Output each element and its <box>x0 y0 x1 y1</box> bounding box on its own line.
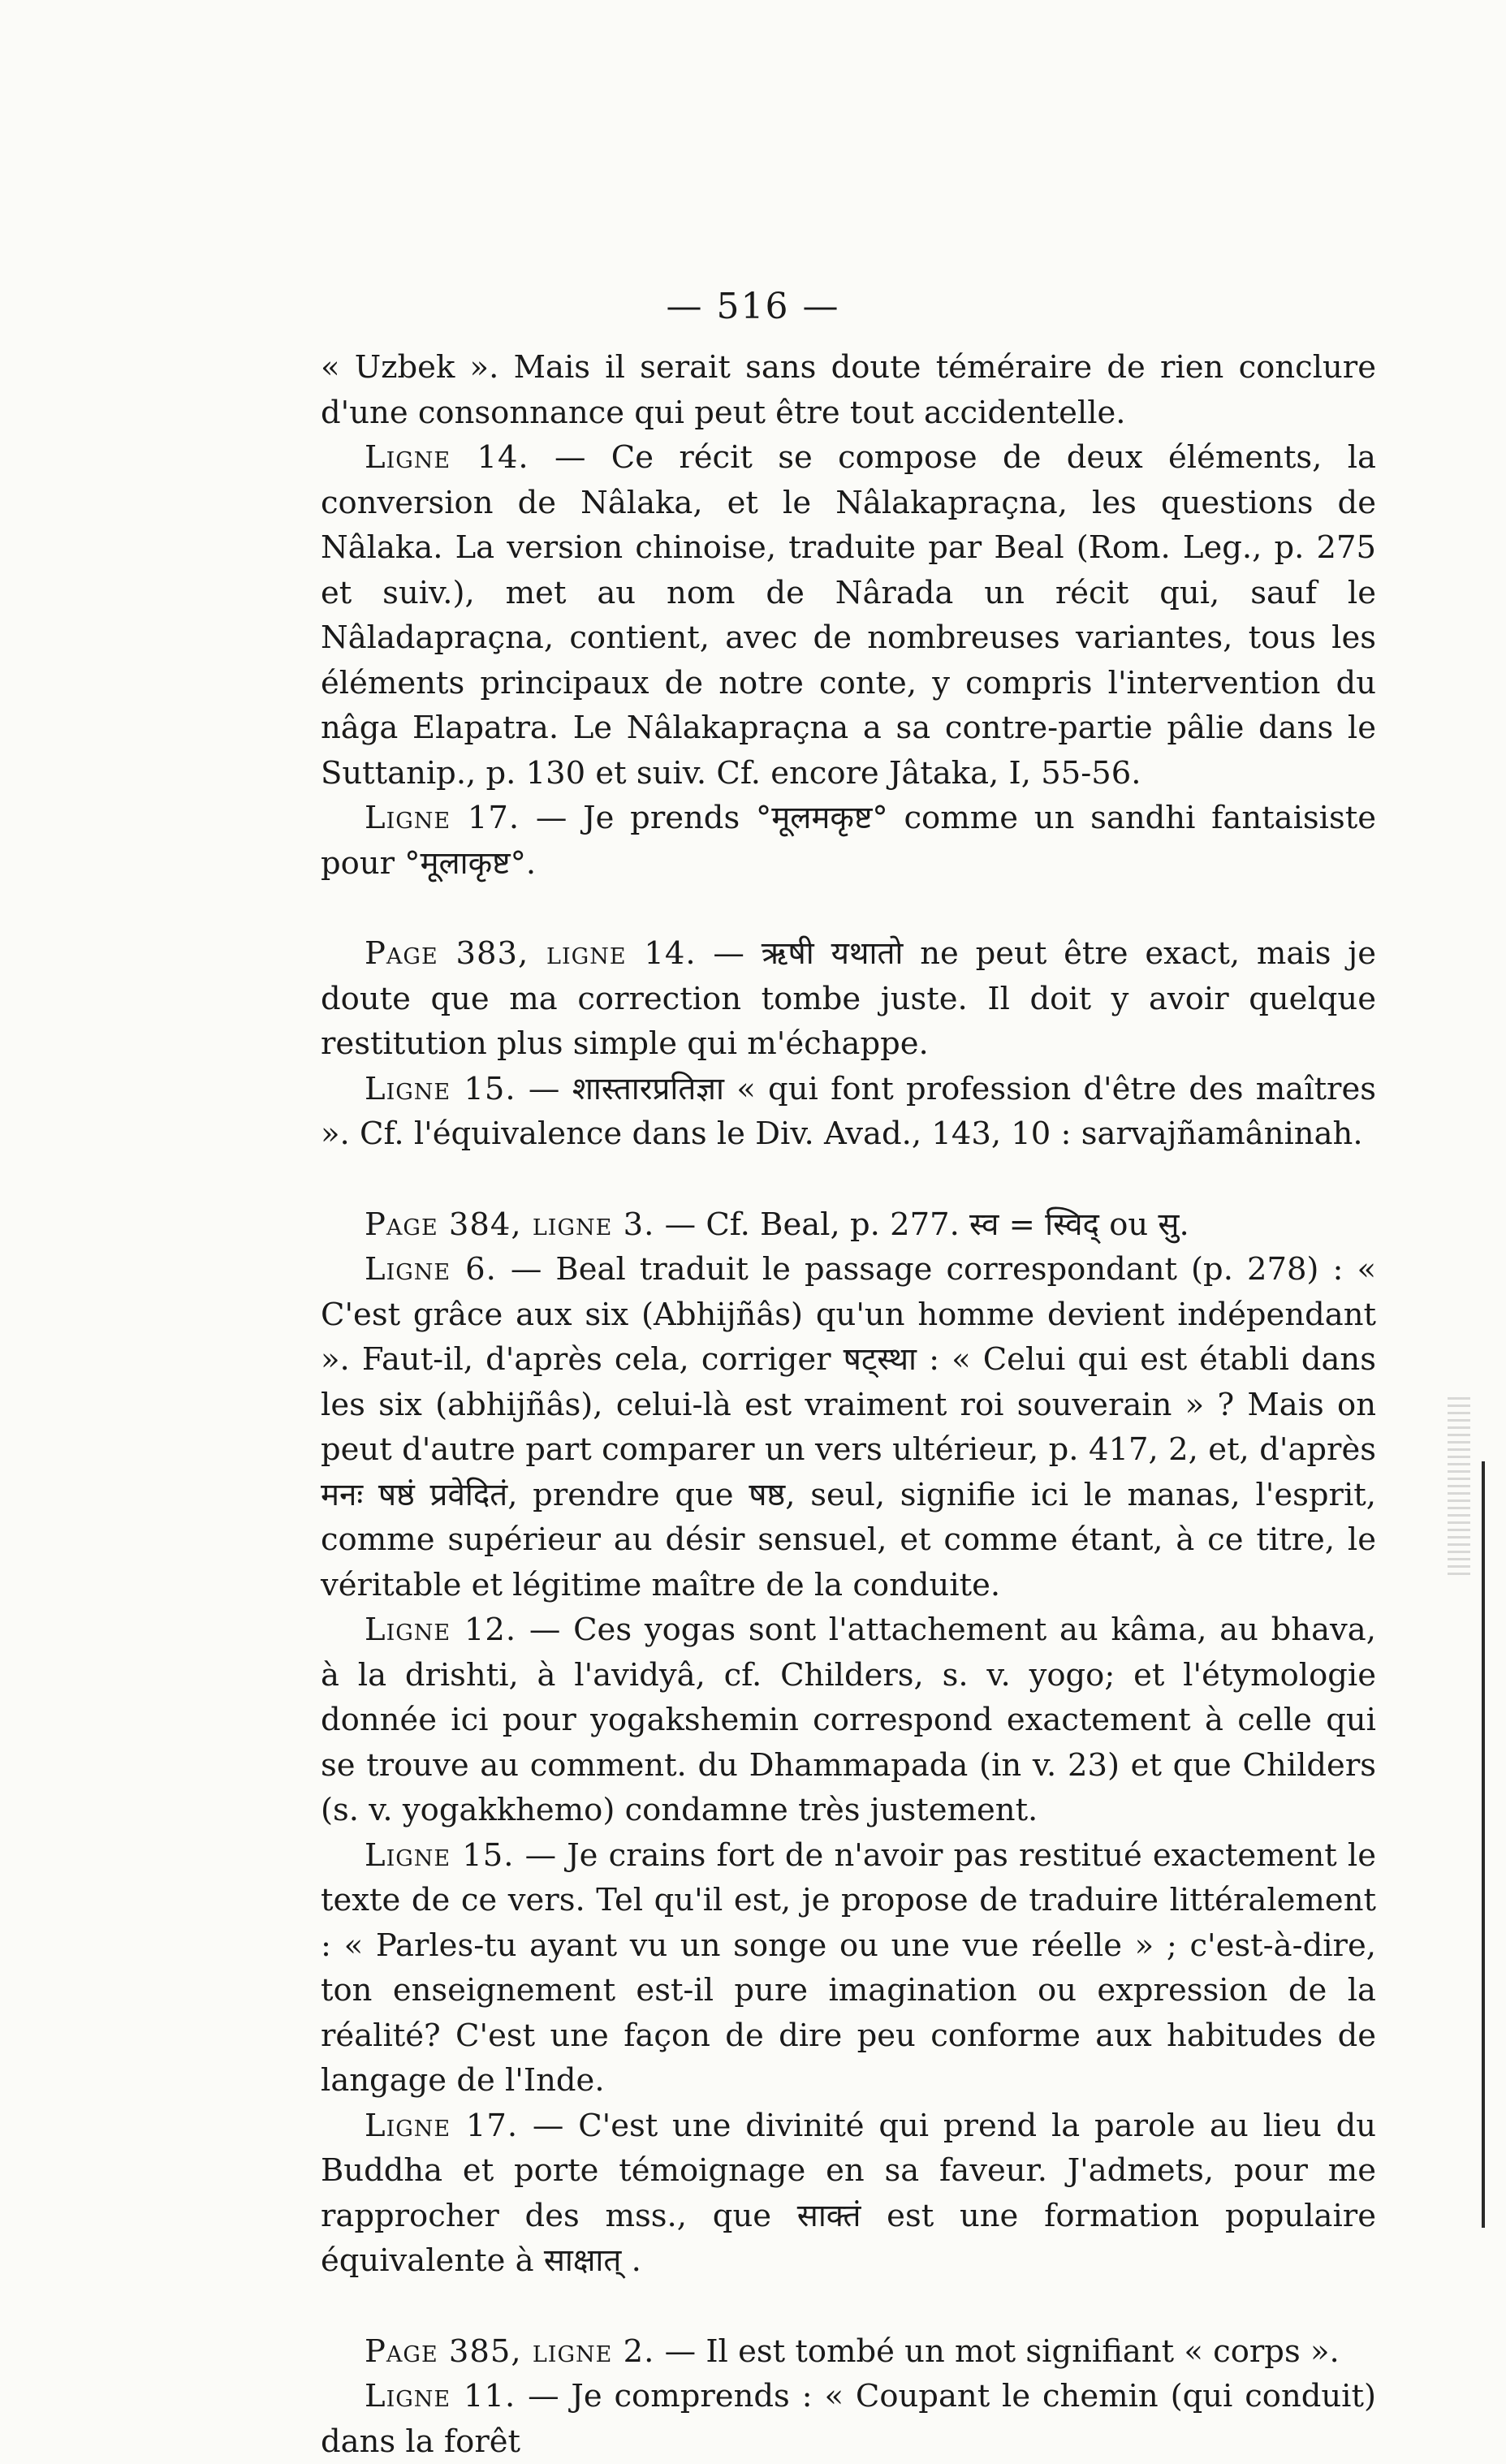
paragraph-text: — Ce récit se compose de deux éléments, la conversion de Nâlaka, et le Nâlakapraçna, les questions de Nâlaka. La version chinoise, traduite par Beal (Rom. Leg., p. 275 et suiv.), met au nom de Nârada un récit qui, sauf le Nâladapraçna, contient, avec de nombreuses variantes, tous les éléments principaux de notre conte, y compris l'intervention du nâga Elapatra. Le Nâlakapraçna a sa contre-partie pâlie dans le Suttanip., p. 130 et suiv. Cf. encore Jâtaka, I, 55-56. <box>321 439 1376 792</box>
line-label: Ligne 6. <box>365 1251 497 1288</box>
line-label: Ligne 17. <box>365 2107 519 2144</box>
page-number: — 516 — <box>666 286 840 327</box>
line-label: Ligne 15. <box>365 1070 516 1107</box>
paragraph-text: « Uzbek ». Mais il serait sans doute téméraire de rien conclure d'une consonnance qui peut être tout accidentelle. <box>321 349 1376 431</box>
paragraph-text: — Je comprends : « Coupant le chemin (qui conduit) dans la forêt <box>321 2378 1376 2460</box>
paragraph <box>321 1247 1376 1607</box>
paragraph-text: — Je crains fort de n'avoir pas restitué exactement le texte de ce vers. Tel qu'il est, je propose de traduire littéralement : « Parles-tu ayant vu un songe ou une vue réelle » ; c'est-à-dire, ton enseignement est-il pure imagination ou expression de la réalité? C'est une façon de dire peu conforme aux habitudes de langage de l'Inde. <box>321 1836 1376 2099</box>
line-label: Ligne 14. <box>365 439 529 476</box>
page-line-label: Page 383, ligne 14. <box>365 935 697 972</box>
scan-speckle <box>1448 1396 1470 1575</box>
line-label: Ligne 17. <box>365 800 520 836</box>
paragraph-text: — Cf. Beal, p. 277. स्व = स्विद् ou सु. <box>654 1206 1189 1243</box>
section-gap <box>321 1157 1376 1202</box>
text-column <box>321 345 1376 2464</box>
paragraph <box>321 931 1376 1067</box>
paragraph-text: — ऋषी यथातो ne peut être exact, mais je doute que ma correction tombe juste. Il doit y avoir quelque restitution plus simple qui m'échappe. <box>321 935 1376 1062</box>
page-line-label: Page 384, ligne 3. <box>365 1206 655 1243</box>
paragraph <box>321 1833 1376 2104</box>
paragraph-text: — Il est tombé un mot signifiant « corps ». <box>654 2332 1340 2370</box>
scan-edge-line <box>1482 1461 1485 2228</box>
line-label: Ligne 15. <box>365 1836 515 1874</box>
paragraph <box>321 1607 1376 1833</box>
paragraph <box>321 345 1376 435</box>
paragraph <box>321 2374 1376 2464</box>
line-label: Ligne 12. <box>365 1612 517 1648</box>
section-gap <box>321 2284 1376 2329</box>
paragraph <box>321 1202 1376 1248</box>
paragraph-text: — शास्तारप्रतिज्ञा « qui font profession d'être des maîtres ». Cf. l'équivalence dans le Div. Avad., 143, 10 : sarvajñamâninah. <box>321 1070 1376 1152</box>
paragraph <box>321 2104 1376 2284</box>
line-label: Ligne 11. <box>365 2378 516 2414</box>
paragraph <box>321 1067 1376 1157</box>
paragraph <box>321 796 1376 886</box>
section-gap <box>321 886 1376 931</box>
page-line-label: Page 385, ligne 2. <box>365 2332 655 2370</box>
paragraph-text: — Beal traduit le passage correspondant (p. 278) : « C'est grâce aux six (Abhijñâs) qu'un homme devient indépendant ». Faut-il, d'après cela, corriger षट्स्था : « Celui qui est établi dans les six (abhijñâs), celui-là est vraiment roi souverain » ? Mais on peut d'autre part comparer un vers ultérieur, p. 417, 2, et, d'après मनः षष्ठं प्रवेदितं, prendre que षष्ठ, seul, signifie ici le manas, l'esprit, comme supérieur au désir sensuel, et comme étant, à ce titre, le véritable et légitime maître de la conduite. <box>321 1251 1377 1603</box>
paragraph <box>321 435 1376 796</box>
paragraph <box>321 2329 1376 2375</box>
paragraph-text: — C'est une divinité qui prend la parole au lieu du Buddha et porte témoignage en sa faveur. J'admets, pour me rapprocher des mss., que साक्तं est une formation populaire équivalente à साक्षात् . <box>321 2107 1377 2279</box>
paragraph-text: — Ces yogas sont l'attachement au kâma, au bhava, à la drishti, à l'avidyâ, cf. Childers, s. v. yogo; et l'étymologie donnée ici pour yogakshemin correspond exactement à celle qui se trouve au comment. du Dhammapada (in v. 23) et que Childers (s. v. yogakkhemo) condamne très justement. <box>321 1612 1376 1828</box>
paragraph-text: — Je prends °मूलमकृष्ट° comme un sandhi fantaisiste pour °मूलाकृष्ट°. <box>321 800 1376 882</box>
